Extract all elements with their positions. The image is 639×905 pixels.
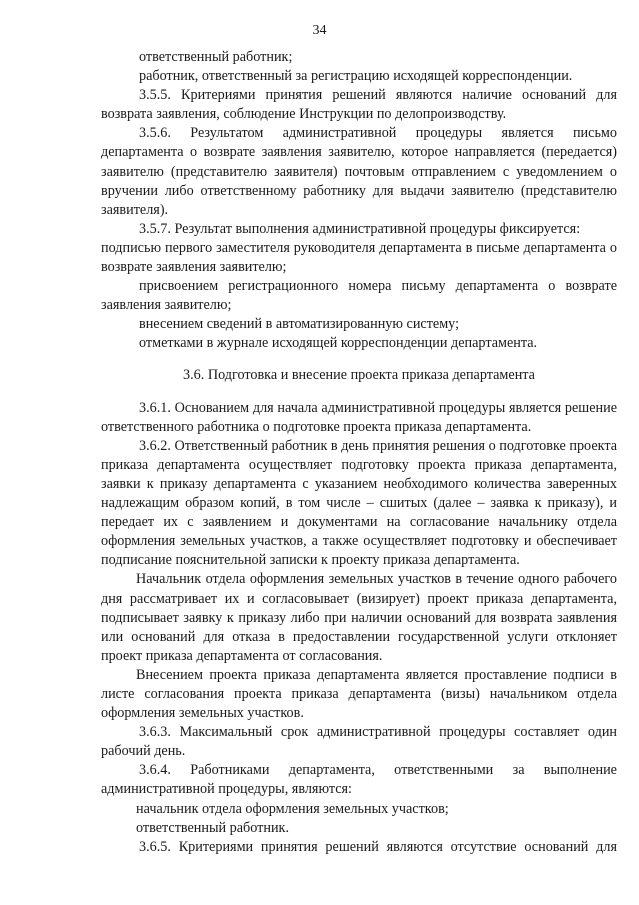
list-item: подписью первого заместителя руководителя департамента в письме департамента о возврате заявления заявителю;	[101, 239, 617, 276]
paragraph-3-6-2: 3.6.2. Ответственный работник в день принятия решения о подготовке проекта приказа департамента осуществляет подготовку проекта приказа департамента, заявки к приказу департамента с указанием необходимого количества заверенных надлежащим образом копий, в том числе – сшитых (далее – заявка к приказу), и передает их с заявлением и документами на согласование начальнику отдела оформления земельных участков, а также осуществляет подготовку и обеспечивает подписание пояснительной записки к проекту приказа департамента.	[101, 437, 617, 569]
paragraph-3-5-7: 3.5.7. Результат выполнения административной процедуры фиксируется:	[139, 220, 581, 237]
paragraph-3-6-1: 3.6.1. Основанием для начала административной процедуры является решение ответственного работника о подготовке проекта приказа департамента.	[101, 399, 617, 435]
list-item: ответственный работник;	[139, 49, 293, 65]
list-item: присвоением регистрационного номера письму департамента о возврате заявления заявителю;	[101, 278, 617, 314]
paragraph-3-6-5: 3.6.5. Критериями принятия решений являются отсутствие оснований для	[139, 838, 617, 855]
list-item: начальник отдела оформления земельных участков;	[136, 800, 449, 817]
paragraph-3-6-4: 3.6.4. Работниками департамента, ответственными за выполнение административной процедуры, являются:	[101, 762, 617, 798]
paragraph-head-approval: Начальник отдела оформления земельных участков в течение одного рабочего дня рассматривает их и согласовывает (визирует) проект приказа департамента, подписывает заявку к приказу либо при наличии оснований для возврата заявления или оснований для отказа в предоставлении государственной услуги отклоняет проект приказа департамента от согласования.	[101, 571, 617, 664]
section-heading: 3.6. Подготовка и внесение проекта приказа департамента	[183, 366, 535, 383]
paragraph-3-5-5: 3.5.5. Критериями принятия решений являются наличие оснований для возврата заявления, соблюдение Инструкции по делопроизводству.	[101, 87, 617, 123]
document-body	[101, 48, 617, 857]
list-item: внесением сведений в автоматизированную систему;	[139, 316, 460, 333]
paragraph-3-5-6: 3.5.6. Результатом административной процедуры является письмо департамента о возврате заявления заявителю, которое направляется (передается) заявителю (представителю заявителя) почтовым отправлением с уведомлением о вручении либо ответственному работнику для выдачи заявителю (представителю заявителя).	[101, 125, 617, 218]
list-item: ответственный работник.	[136, 819, 290, 836]
page-number: 34	[312, 23, 327, 38]
paragraph-submission: Внесением проекта приказа департамента является проставление подписи в листе согласования проекта приказа департамента (визы) начальником отдела оформления земельных участков.	[101, 666, 617, 722]
paragraph-3-6-3: 3.6.3. Максимальный срок административной процедуры составляет один рабочий день.	[101, 724, 617, 760]
list-item: работник, ответственный за регистрацию исходящей корреспонденции.	[139, 68, 573, 85]
list-item: отметками в журнале исходящей корреспонденции департамента.	[139, 335, 538, 352]
